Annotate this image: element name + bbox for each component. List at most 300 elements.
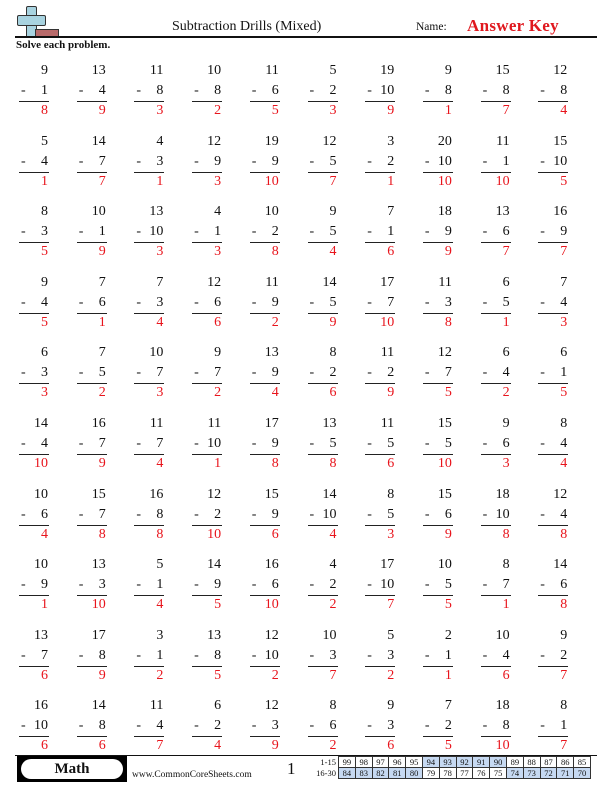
minus-sign: - [482,436,488,451]
problem-item [423,557,453,615]
minuend: 14 [322,486,337,502]
answer-line [423,172,453,173]
minuend: 7 [444,698,452,714]
problem-item [192,698,222,756]
answer: 9 [387,103,395,118]
website-link[interactable]: www.CommonCoreSheets.com [132,770,252,780]
minuend: 13 [495,204,510,220]
answer: 5 [214,597,222,613]
problem-item [481,698,511,756]
subtrahend: 6 [560,577,568,593]
answer: 4 [156,456,164,471]
answer-line [250,242,280,243]
problem-item [423,345,453,403]
problem-item [77,275,107,333]
problem-item [308,628,338,686]
subtrahend: 10 [495,506,510,522]
problem-item [365,557,395,615]
answer-line [481,313,511,314]
minuend: 10 [34,486,48,502]
problem-item [423,628,453,686]
problem-item [134,416,164,474]
answer: 6 [271,526,279,542]
answer-line [538,454,568,455]
minuend: 13 [322,416,337,431]
minuend: 11 [438,274,452,290]
subtrahend: 3 [41,365,48,381]
subtrahend: 8 [502,83,510,98]
minus-sign: - [540,294,545,310]
answer-line [538,383,568,384]
problem-item [192,416,222,474]
minus-sign: - [78,365,84,381]
answer: 3 [156,244,164,260]
answer-line [423,736,453,737]
subtrahend: 5 [329,224,337,240]
answer: 2 [271,667,279,683]
subtrahend: 5 [387,506,395,522]
answer-line [77,101,107,102]
subtrahend: 6 [41,506,48,522]
problem-item [538,134,568,192]
minuend: 16 [149,486,164,502]
problem-item [538,204,568,262]
answer: 2 [329,738,337,754]
minus-sign: - [251,153,257,169]
answer-line [481,595,511,596]
subtrahend: 6 [444,506,452,522]
subtrahend: 5 [98,365,106,381]
answer-line [365,313,395,314]
subtrahend: 6 [329,718,337,734]
minus-sign: - [424,647,430,663]
minuend: 8 [387,486,395,502]
minuend: 16 [264,557,279,573]
answer: 7 [387,597,395,613]
minus-sign: - [194,153,199,169]
minus-sign: - [540,224,545,240]
minuend: 3 [156,627,164,643]
subtrahend: 2 [560,647,568,663]
answer-line [481,525,511,526]
subtrahend: 10 [207,436,222,451]
problem-item [192,557,222,615]
minuend: 13 [149,204,164,220]
subtrahend: 1 [560,718,568,734]
minuend: 14 [91,698,106,714]
minus-sign: - [482,153,488,169]
minuend: 5 [387,627,395,643]
minuend: 10 [322,627,337,643]
answer-line [538,595,568,596]
subtrahend: 8 [560,83,568,98]
subtrahend: 10 [149,224,164,240]
minus-sign: - [21,506,26,522]
problem-item [365,487,395,545]
problem-item [365,345,395,403]
minuend: 6 [560,345,568,361]
answer-line [192,525,222,526]
minuend: 13 [34,627,48,643]
answer-line [308,736,338,737]
answer: 1 [156,173,164,189]
answer-line [481,383,511,384]
subject-badge [17,756,127,782]
minus-sign: - [21,436,26,451]
answer-line [19,454,49,455]
minus-sign: - [194,224,199,240]
problem-item [423,63,453,121]
minuend: 15 [553,133,568,149]
answer: 6 [387,456,395,471]
minuend: 15 [264,486,279,502]
minuend: 17 [380,274,395,290]
minus-sign: - [78,718,84,734]
answer: 3 [387,526,395,542]
minuend: 17 [91,627,106,643]
problem-item [365,204,395,262]
minuend: 17 [264,416,279,431]
minus-sign: - [251,224,257,240]
answer-line [423,666,453,667]
score-cell: 88 [523,757,540,768]
answer: 1 [41,173,48,189]
answer-line [538,736,568,737]
answer-line [19,383,49,384]
subtrahend: 10 [553,153,568,169]
answer-line [77,313,107,314]
minus-sign: - [540,718,545,734]
answer-line [481,172,511,173]
minuend: 8 [329,698,337,714]
answer-line [77,666,107,667]
problem-item [423,134,453,192]
minuend: 11 [207,416,222,431]
answer-line [423,454,453,455]
score-cell: 77 [456,768,473,779]
subtrahend: 6 [271,83,279,98]
minuend: 11 [265,63,279,78]
minus-sign: - [482,647,488,663]
subtrahend: 7 [98,506,106,522]
subtrahend: 3 [387,718,395,734]
problem-item [77,416,107,474]
subtrahend: 6 [98,294,106,310]
subtrahend: 2 [387,153,395,169]
answer: 3 [41,385,48,401]
problem-item [308,204,338,262]
minuend: 10 [91,204,106,220]
problem-item [538,345,568,403]
subtrahend: 3 [41,224,48,240]
answer: 9 [387,385,395,401]
problem-item [134,487,164,545]
answer: 10 [91,597,106,613]
subtrahend: 7 [98,153,106,169]
subtrahend: 9 [41,577,48,593]
subtrahend: 1 [41,83,48,98]
minuend: 12 [207,133,222,149]
answer-line [538,101,568,102]
minus-sign: - [540,647,545,663]
answer-line [250,525,280,526]
minus-sign: - [194,294,199,310]
problem-item [538,416,568,474]
subtrahend: 9 [271,365,279,381]
subtrahend: 9 [214,577,222,593]
answer: 2 [271,314,279,330]
minuend: 4 [329,557,337,573]
subtrahend: 1 [156,577,164,593]
minus-sign: - [424,294,430,310]
answer: 3 [156,103,164,118]
score-cell: 86 [557,757,574,768]
answer-line [308,313,338,314]
score-cell: 89 [506,757,523,768]
minuend: 9 [214,345,222,361]
minuend: 11 [149,416,164,431]
minus-sign: - [251,83,257,98]
subtrahend: 4 [156,718,164,734]
problem-item [365,698,395,756]
problem-item [19,63,49,121]
answer-line [134,242,164,243]
subtrahend: 2 [444,718,452,734]
minus-sign: - [540,506,545,522]
answer: 7 [98,173,106,189]
problem-item [538,487,568,545]
problem-item [19,204,49,262]
answer-line [250,736,280,737]
minus-sign: - [78,294,84,310]
problem-item [538,557,568,615]
answer-line [134,595,164,596]
subtrahend: 10 [322,506,337,522]
answer-line [192,666,222,667]
answer: 7 [560,244,568,260]
minuend: 10 [495,627,510,643]
answer: 8 [271,456,279,471]
answer-line [481,242,511,243]
score-cell: 85 [574,757,591,768]
subtrahend: 9 [560,224,568,240]
minus-sign: - [136,506,142,522]
answer: 4 [41,526,48,542]
minuend: 11 [380,345,395,361]
answer-line [308,595,338,596]
answer: 8 [271,244,279,260]
problem-item [481,557,511,615]
answer: 5 [444,738,452,754]
minuend: 18 [495,698,510,714]
minus-sign: - [309,83,315,98]
minus-sign: - [309,436,315,451]
problem-item [77,698,107,756]
minuend: 7 [156,274,164,290]
answer: 2 [502,385,510,401]
minuend: 14 [207,557,222,573]
subtrahend: 7 [156,365,164,381]
subtrahend: 8 [502,718,510,734]
answer: 4 [156,597,164,613]
answer: 4 [156,314,164,330]
minus-sign: - [482,83,488,98]
score-cell: 96 [389,757,406,768]
subtrahend: 8 [444,83,452,98]
answer: 10 [495,738,510,754]
problem-item [77,345,107,403]
answer: 7 [560,738,568,754]
problem-item [308,487,338,545]
minuend: 7 [387,204,395,220]
minus-sign: - [78,153,84,169]
minus-sign: - [540,365,545,381]
problem-item [19,134,49,192]
answer: 8 [444,314,452,330]
subtrahend: 8 [214,83,222,98]
minus-sign: - [78,83,84,98]
problem-item [481,275,511,333]
minuend: 13 [91,557,106,573]
minuend: 20 [437,133,452,149]
minuend: 19 [380,63,395,78]
problem-item [538,275,568,333]
minuend: 6 [502,274,510,290]
answer: 4 [271,385,279,401]
minus-sign: - [424,506,430,522]
minuend: 8 [41,204,48,220]
problem-item [134,628,164,686]
minus-sign: - [367,224,372,240]
subtrahend: 3 [271,718,279,734]
minuend: 8 [560,698,568,714]
answer: 6 [329,385,337,401]
score-range-label: 1-15 [320,757,336,767]
subtrahend: 2 [329,83,337,98]
minuend: 12 [207,486,222,502]
minus-sign: - [78,577,84,593]
worksheet-title: Subtraction Drills (Mixed) [172,19,322,34]
answer-line [308,525,338,526]
answer: 1 [444,667,452,683]
minus-sign: - [540,436,545,451]
problem-item [134,698,164,756]
minuend: 10 [207,63,222,78]
score-cell: 81 [389,768,406,779]
answer: 1 [214,456,222,471]
subtrahend: 4 [560,506,568,522]
subtrahend: 2 [214,718,222,734]
answer-line [192,454,222,455]
answer: 3 [502,456,510,471]
problem-item [19,487,49,545]
answer: 4 [329,244,337,260]
problem-item [423,487,453,545]
subtrahend: 1 [444,647,452,663]
answer: 10 [207,526,222,542]
answer-line [481,454,511,455]
subtrahend: 3 [329,647,337,663]
answer-line [250,595,280,596]
problem-item [423,275,453,333]
subtrahend: 5 [329,294,337,310]
minus-sign: - [309,224,315,240]
subtrahend: 1 [387,224,395,240]
answer-line [19,666,49,667]
score-cell: 71 [557,768,574,779]
score-range-label: 16-30 [316,768,336,778]
problem-item [250,416,280,474]
answer: 2 [214,103,222,118]
answer-line [308,383,338,384]
minus-sign: - [21,83,26,98]
minus-sign: - [136,153,142,169]
subtrahend: 1 [560,365,568,381]
answer: 5 [41,314,48,330]
answer-line [77,595,107,596]
minuend: 12 [553,63,568,78]
answer-line [538,242,568,243]
answer-line [365,736,395,737]
answer-line [481,666,511,667]
answer-line [134,666,164,667]
minuend: 10 [149,345,164,361]
answer-line [19,101,49,102]
problem-item [192,487,222,545]
answer: 6 [387,244,395,260]
minus-sign: - [424,436,430,451]
minus-sign: - [424,224,430,240]
subtrahend: 8 [98,718,106,734]
answer: 9 [98,103,106,118]
minuend: 9 [329,204,337,220]
score-cell: 97 [372,757,389,768]
minuend: 7 [98,274,106,290]
minus-sign: - [194,365,199,381]
minus-sign: - [136,83,142,98]
answer-line [134,383,164,384]
score-cell: 99 [339,757,356,768]
minus-sign: - [251,718,257,734]
minuend: 18 [437,204,452,220]
minuend: 9 [444,63,452,78]
minuend: 2 [444,627,452,643]
minuend: 11 [496,133,510,149]
score-cell: 95 [406,757,423,768]
answer: 3 [329,103,337,118]
minus-sign: - [251,436,257,451]
subtrahend: 1 [156,647,164,663]
minus-sign: - [367,153,372,169]
problem-item [134,204,164,262]
minuend: 8 [329,345,337,361]
answer-line [423,595,453,596]
answer-line [538,666,568,667]
subtrahend: 6 [502,436,510,451]
minus-sign: - [21,294,26,310]
minuend: 12 [437,345,452,361]
answer: 6 [41,667,48,683]
answer-line [538,525,568,526]
answer: 5 [560,385,568,401]
minus-sign: - [251,365,257,381]
answer-line [365,525,395,526]
score-cell: 72 [540,768,557,779]
score-cell: 93 [439,757,456,768]
problem-item [538,628,568,686]
answer: 8 [41,103,48,118]
minuend: 8 [502,557,510,573]
